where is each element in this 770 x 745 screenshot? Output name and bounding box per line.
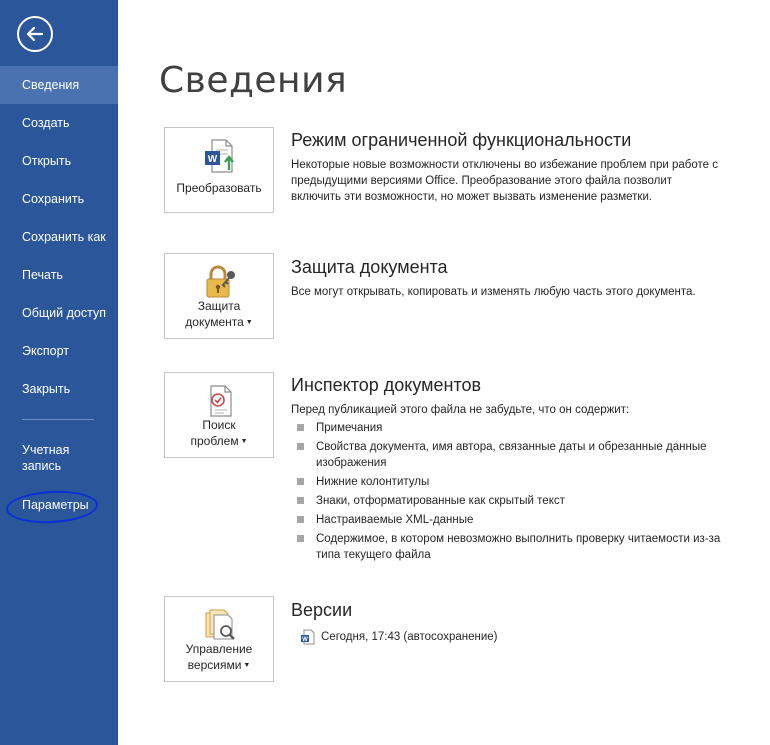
protect-button-label-line1: Защита <box>197 299 241 313</box>
versions-button-label-line1: Управление <box>185 642 253 656</box>
list-item-text: Нижние колонтитулы <box>316 476 430 488</box>
compat-mode-description: Некоторые новые возможности отключены во избежание проблем при работе с предыдущими версиями Office. Преобразование этого файла позволит включить эти возможности, но может вызвать изменение разметки. <box>291 159 718 203</box>
version-entry[interactable] <box>300 628 498 646</box>
nav-item-save-as[interactable]: Сохранить как <box>22 230 106 244</box>
document-check-icon <box>202 383 238 419</box>
inspect-button-label-line1: Поиск <box>202 418 236 432</box>
list-item <box>291 531 731 563</box>
document-inspector-description: Перед публикацией этого файла не забудьте, что он содержит: <box>291 404 630 416</box>
nav-item-save[interactable]: Сохранить <box>22 192 85 206</box>
nav-item-info[interactable]: Сведения <box>0 66 118 104</box>
list-item <box>291 493 731 509</box>
list-item <box>291 512 731 528</box>
protect-document-description: Все могут открывать, копировать и изменять любую часть этого документа. <box>291 286 696 298</box>
dropdown-caret-icon: ▼ <box>245 319 253 326</box>
list-item-text: Свойства документа, имя автора, связанные даты и обрезанные данные изображения <box>316 441 707 469</box>
nav-item-open[interactable]: Открыть <box>22 154 72 168</box>
dropdown-caret-icon: ▼ <box>240 438 248 445</box>
nav-item-new[interactable]: Создать <box>22 116 70 130</box>
bullet-square-icon <box>297 424 304 431</box>
inspect-button-label-line2 <box>165 433 273 450</box>
protect-button-label-line2 <box>165 314 273 331</box>
bullet-square-icon <box>297 497 304 504</box>
bullet-square-icon <box>297 443 304 450</box>
bullet-square-icon <box>297 535 304 542</box>
list-item-text: Примечания <box>316 422 383 434</box>
versions-button-label-text: версиями <box>187 658 242 672</box>
check-for-issues-button[interactable] <box>164 372 274 458</box>
lock-key-icon <box>202 264 238 300</box>
inspect-button-label-text: проблем <box>190 434 239 448</box>
convert-button[interactable] <box>164 127 274 213</box>
nav-item-share[interactable]: Общий доступ <box>22 306 106 320</box>
back-arrow-icon <box>25 24 45 44</box>
sidebar-divider <box>22 419 94 420</box>
svg-text:W: W <box>302 636 308 643</box>
versions-button-label-line2 <box>165 657 273 674</box>
list-item-text: Знаки, отформатированные как скрытый текст <box>316 495 565 507</box>
bullet-square-icon <box>297 516 304 523</box>
word-convert-icon <box>202 138 238 174</box>
nav-item-print[interactable]: Печать <box>22 268 63 282</box>
nav-item-close[interactable]: Закрыть <box>22 382 71 396</box>
nav-item-account[interactable]: Учетная запись <box>22 443 70 473</box>
back-button[interactable] <box>17 16 53 52</box>
backstage-sidebar <box>0 0 118 745</box>
manage-versions-button[interactable] <box>164 596 274 682</box>
protect-document-title: Защита документа <box>291 257 448 277</box>
inspector-findings-list <box>291 420 731 566</box>
protect-button-label-text: документа <box>185 315 244 329</box>
list-item-text: Настраиваемые XML-данные <box>316 514 474 526</box>
nav-item-export[interactable]: Экспорт <box>22 344 69 358</box>
list-item <box>291 474 731 490</box>
versions-title: Версии <box>291 600 353 620</box>
version-entry-text: Сегодня, 17:43 (автосохранение) <box>321 631 498 643</box>
page-title: Сведения <box>159 60 348 101</box>
word-document-icon <box>300 629 316 645</box>
document-inspector-title: Инспектор документов <box>291 375 482 395</box>
versions-search-icon <box>202 607 238 643</box>
bullet-square-icon <box>297 478 304 485</box>
convert-button-label: Преобразовать <box>176 181 262 195</box>
list-item <box>291 420 731 436</box>
list-item-text: Содержимое, в котором невозможно выполнить проверку читаемости из-за типа текущего файла <box>316 533 721 561</box>
svg-text:W: W <box>207 154 218 165</box>
protect-document-button[interactable] <box>164 253 274 339</box>
list-item <box>291 439 731 471</box>
nav-item-options[interactable]: Параметры <box>22 498 89 512</box>
dropdown-caret-icon: ▼ <box>243 662 251 669</box>
compat-mode-title: Режим ограниченной функциональности <box>291 130 632 150</box>
